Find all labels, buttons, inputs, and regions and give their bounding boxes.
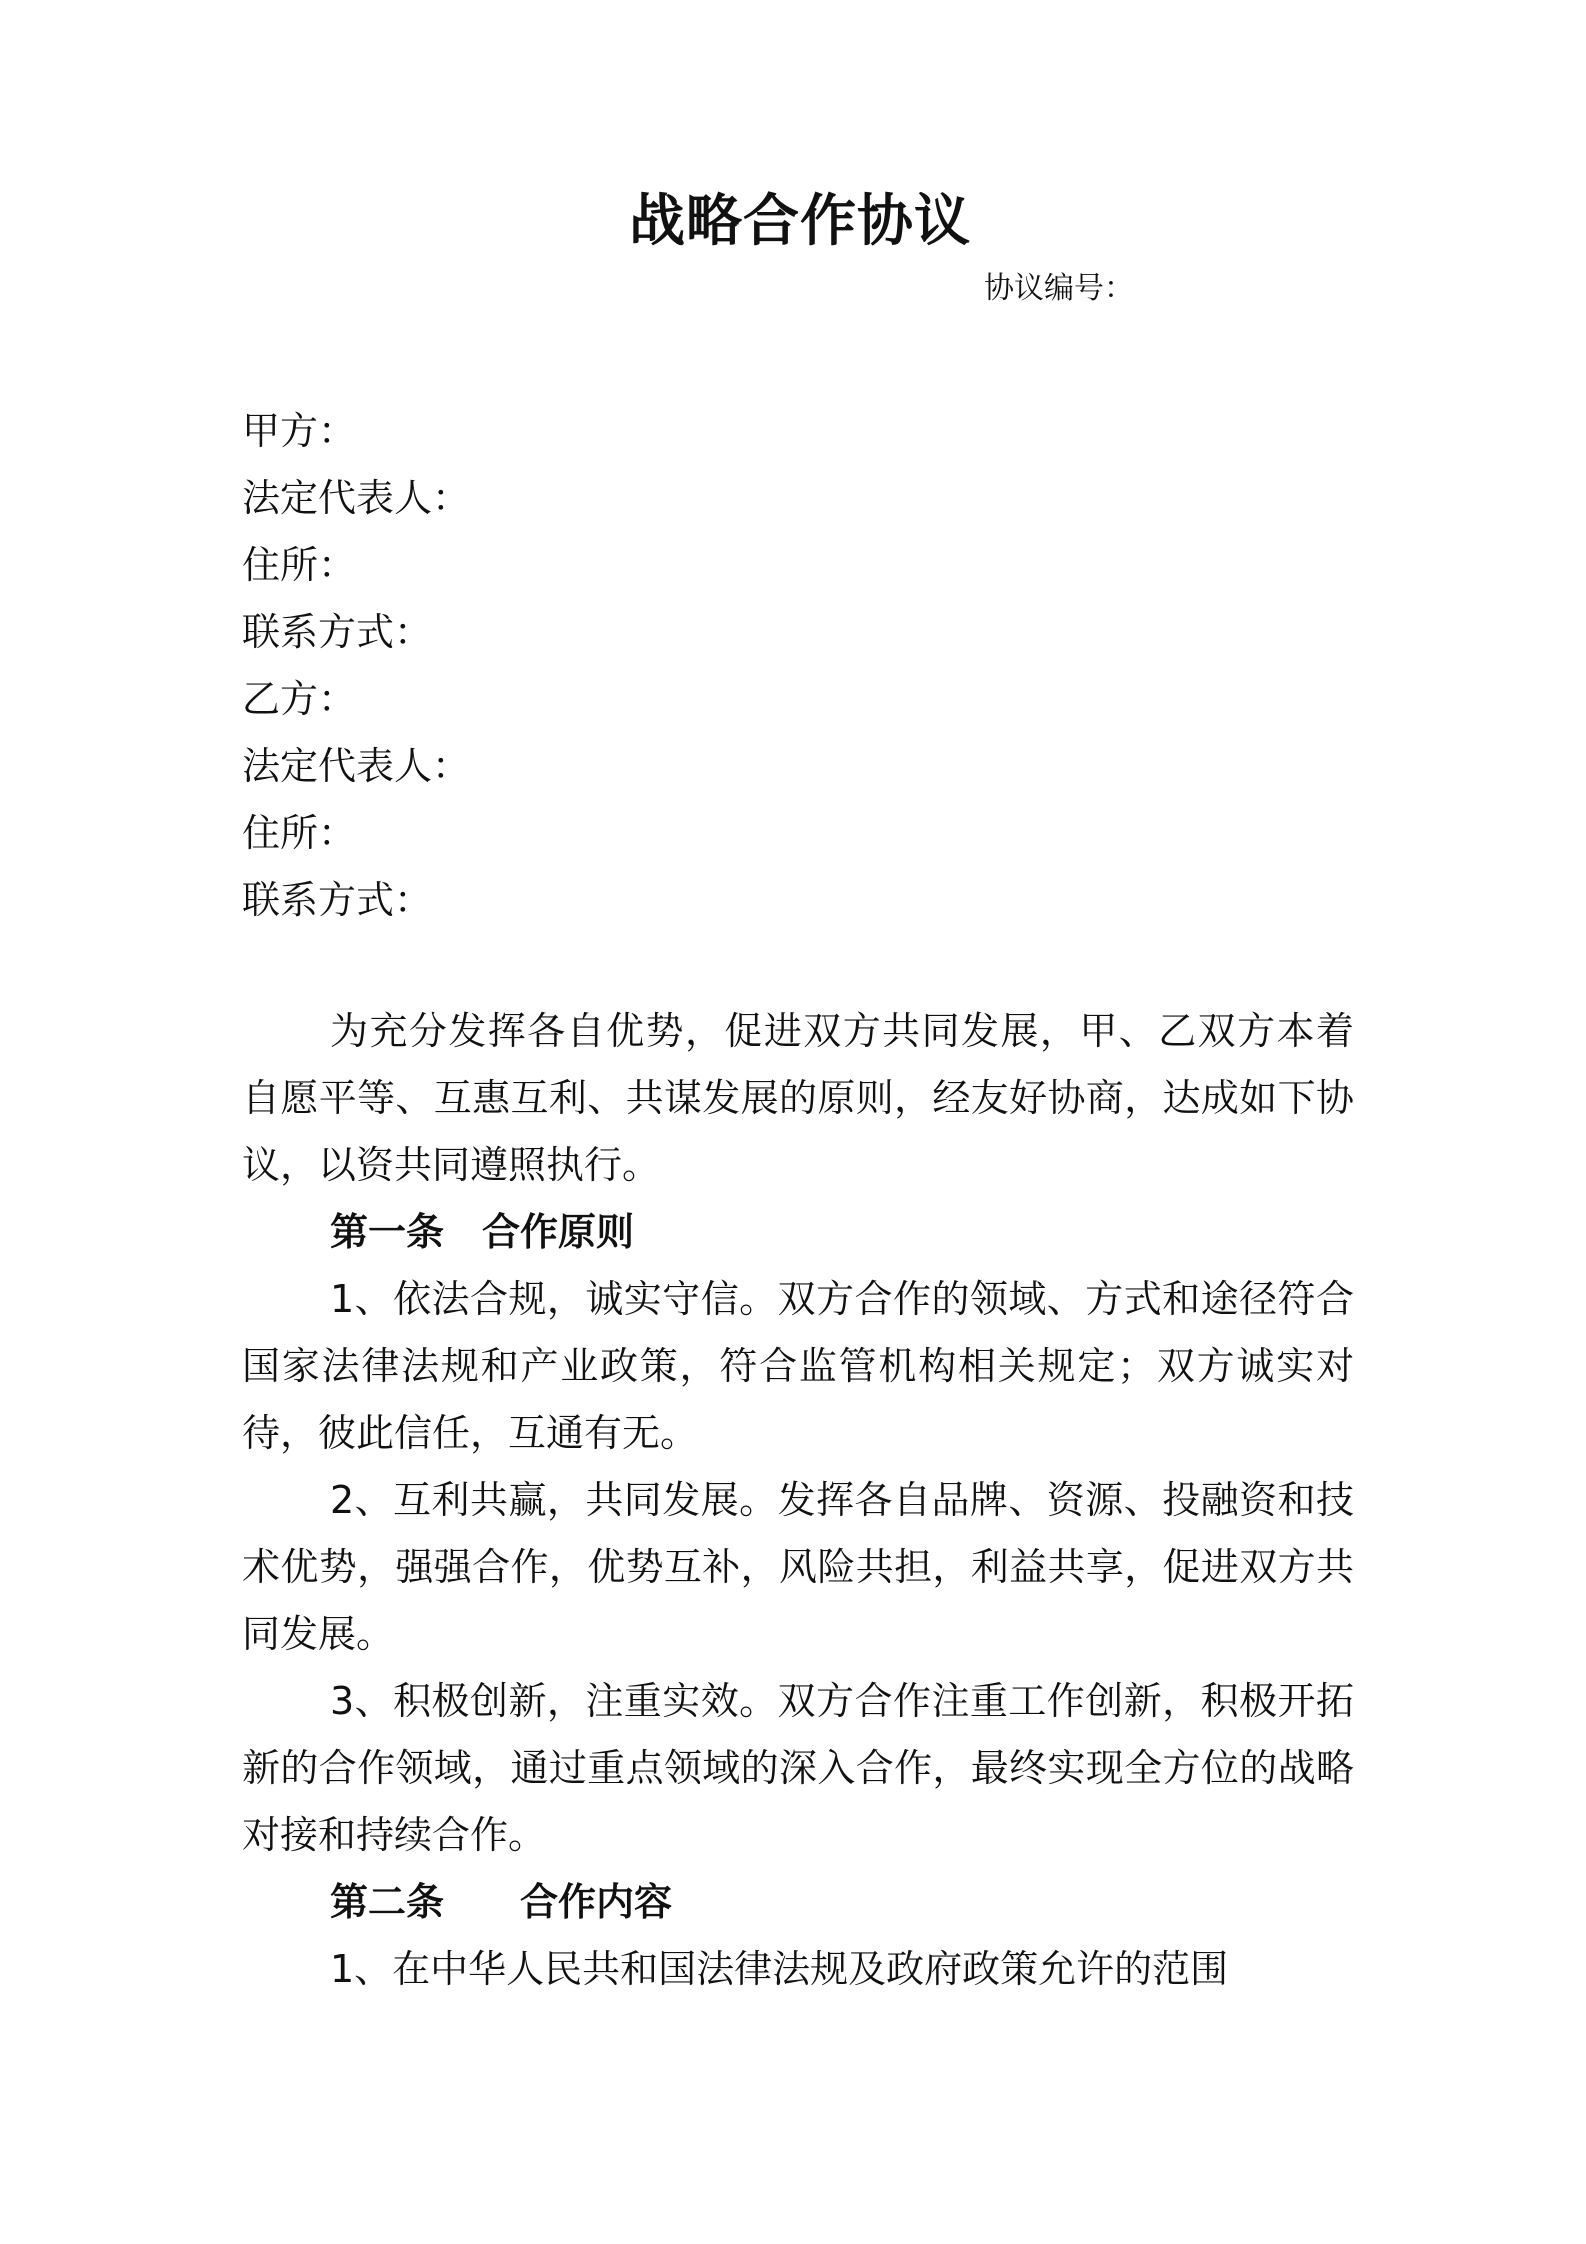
party-a-name-field: 甲方： [242, 409, 357, 453]
party-info-block [242, 398, 1362, 934]
party-b-address-field: 住所： [242, 811, 357, 855]
party-b-legal-representative-field: 法定代表人： [242, 744, 471, 788]
agreement-number-label: 协议编号： [984, 271, 1134, 306]
agreement-body [242, 998, 1354, 2003]
article-1-item-2: 2、互利共赢，共同发展。发挥各自品牌、资源、投融资和技术优势，强强合作，优势互补，风险共担，利益共享，促进双方共同发展。 [242, 1478, 1354, 1656]
document-title: 战略合作协议 [629, 189, 971, 254]
party-a-legal-representative-field: 法定代表人： [242, 476, 471, 520]
party-a-address-field: 住所： [242, 543, 357, 587]
article-1-item-1: 1、依法合规，诚实守信。双方合作的领域、方式和途径符合国家法律法规和产业政策，符合监管机构相关规定；双方诚实对待，彼此信任，互通有无。 [242, 1277, 1354, 1455]
article-1-item-3: 3、积极创新，注重实效。双方合作注重工作创新，积极开拓新的合作领域，通过重点领域的深入合作，最终实现全方位的战略对接和持续合作。 [242, 1679, 1354, 1857]
article-2-heading: 第二条 合作内容 [330, 1880, 673, 1924]
party-a-contact-field: 联系方式： [242, 610, 433, 654]
party-b-contact-field: 联系方式： [242, 878, 433, 922]
party-b-name-field: 乙方： [242, 677, 357, 721]
article-2-item-1: 1、在中华人民共和国法律法规及政府政策允许的范围 [330, 1947, 1229, 1991]
article-1-heading: 第一条 合作原则 [330, 1210, 635, 1254]
preamble-paragraph: 为充分发挥各自优势，促进双方共同发展，甲、乙双方本着自愿平等、互惠互利、共谋发展的原则，经友好协商，达成如下协议，以资共同遵照执行。 [242, 1009, 1354, 1187]
